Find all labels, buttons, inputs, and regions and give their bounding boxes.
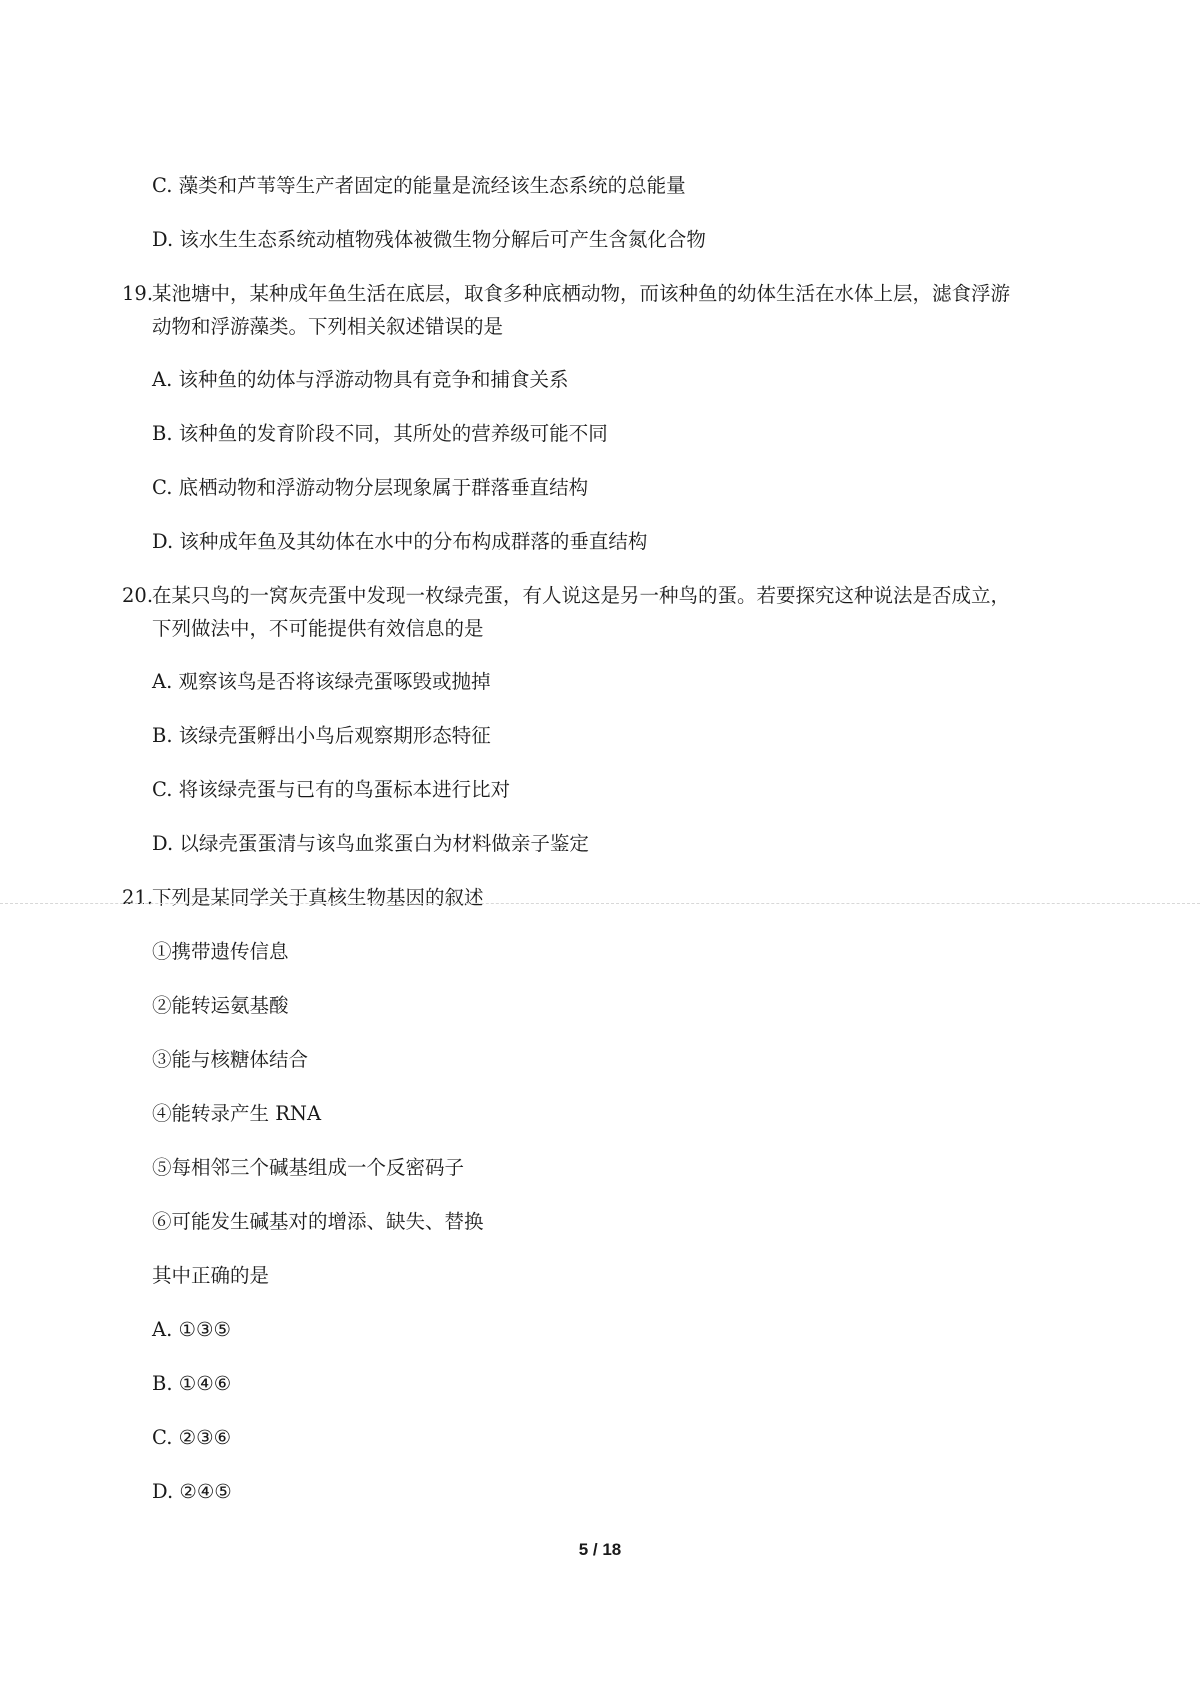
- q21-statement-2: ②能转运氨基酸: [152, 994, 289, 1017]
- q20-number: 20.: [122, 584, 154, 607]
- q21-statement-1: ①携带遗传信息: [152, 940, 289, 963]
- q20-option-a: A. 观察该鸟是否将该绿壳蛋啄毁或抛掉: [152, 670, 491, 693]
- q21-statement-5: ⑤每相邻三个碱基组成一个反密码子: [152, 1156, 465, 1179]
- q21-option-b: B. ①④⑥: [152, 1372, 232, 1395]
- page-break-divider: [0, 903, 1200, 904]
- q19-option-c: C. 底栖动物和浮游动物分层现象属于群落垂直结构: [152, 476, 589, 499]
- q18-option-c: C. 藻类和芦苇等生产者固定的能量是流经该生态系统的总能量: [152, 174, 686, 197]
- q19-stem-line2: 动物和浮游藻类。下列相关叙述错误的是: [152, 315, 504, 338]
- q19-option-a: A. 该种鱼的幼体与浮游动物具有竞争和捕食关系: [152, 368, 569, 391]
- page-number: 5 / 18: [578, 1540, 622, 1559]
- q20-option-b: B. 该绿壳蛋孵出小鸟后观察期形态特征: [152, 724, 491, 747]
- q21-statement-3: ③能与核糖体结合: [152, 1048, 309, 1071]
- q19-option-d: D. 该种成年鱼及其幼体在水中的分布构成群落的垂直结构: [152, 530, 648, 553]
- q21-option-c: C. ②③⑥: [152, 1426, 232, 1449]
- q21-prompt: 其中正确的是: [152, 1264, 270, 1287]
- q20-stem-line1: 20.在某只鸟的一窝灰壳蛋中发现一枚绿壳蛋，有人说这是另一种鸟的蛋。若要探究这种说法是否成立，: [122, 582, 1010, 610]
- q18-option-d: D. 该水生生态系统动植物残体被微生物分解后可产生含氮化合物: [152, 228, 706, 251]
- q21-option-d: D. ②④⑤: [152, 1480, 232, 1503]
- q21-statement-6: ⑥可能发生碱基对的增添、缺失、替换: [152, 1210, 484, 1233]
- q19-number: 19.: [122, 282, 154, 305]
- q19-stem-line1: 19.某池塘中，某种成年鱼生活在底层，取食多种底栖动物，而该种鱼的幼体生活在水体上层，滤食浮游: [122, 280, 1010, 308]
- q21-stem: 21.下列是某同学关于真核生物基因的叙述: [122, 884, 484, 912]
- q21-statement-4: ④能转录产生 RNA: [152, 1102, 322, 1125]
- q21-option-a: A. ①③⑤: [152, 1318, 231, 1341]
- q21-number: 21.: [122, 886, 154, 909]
- q19-option-b: B. 该种鱼的发育阶段不同，其所处的营养级可能不同: [152, 422, 608, 445]
- q20-option-d: D. 以绿壳蛋蛋清与该鸟血浆蛋白为材料做亲子鉴定: [152, 832, 589, 855]
- q20-stem-line2: 下列做法中，不可能提供有效信息的是: [152, 617, 484, 640]
- q20-option-c: C. 将该绿壳蛋与已有的鸟蛋标本进行比对: [152, 778, 511, 801]
